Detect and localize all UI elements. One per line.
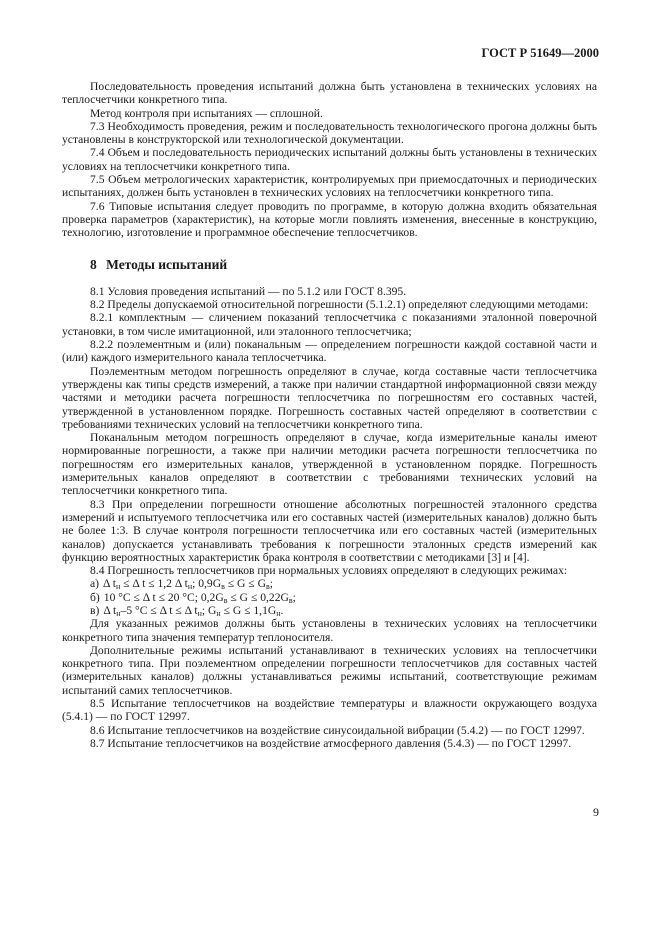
standard-header: ГОСТ Р 51649—2000 [481, 46, 599, 60]
paragraphs-section-8 [62, 285, 597, 578]
formula-v: в) Δ $t_н-5$ °С ≤ Δ t ≤ Δ $t_н$; $G_н \le G \le 1,1G_н$. [90, 603, 284, 618]
paragraphs-section-7 [62, 80, 597, 240]
paragraph: Поэлементным методом погрешность определяют в случае, когда составные части теплосчетчика утверждены как типы средств измерений, а также при наличии стандартной информационной связи между частями и методики расчета погрешности теплосчетчика по погрешностям его составных частей, утвержденной в установленном порядке. Погрешность составных частей определяют в соответствии с требованиями технических условий на теплосчетчики конкретного типа. [62, 364, 597, 431]
paragraph: 7.4 Объем и последовательность периодических испытаний должны быть установлены в технических условиях на теплосчетчики конкретного типа. [62, 146, 597, 173]
paragraph: 7.3 Необходимость проведения, режим и последовательность технологического прогона должны быть установлены в конструкторской или технологической документации. [62, 119, 597, 147]
paragraph: 8.1 Условия проведения испытаний — по 5.1.2 или ГОСТ 8.395. [90, 284, 407, 298]
paragraph: Для указанных режимов должны быть установлены в технических условиях на теплосчетчики конкретного типа значения температур теплоносителя. [62, 617, 597, 644]
paragraphs-section-8-cont [62, 617, 597, 750]
formula-list [62, 577, 597, 617]
page-body [62, 80, 597, 750]
section-title: Методы испытаний [106, 256, 228, 272]
paragraph: 8.5 Испытание теплосчетчиков на воздействие температуры и влажности окружающего воздуха (5.4.1) — по ГОСТ 12997. [62, 697, 597, 724]
paragraph: 7.6 Типовые испытания следует проводить по программе, в которую должна входить обязательная проверка параметров (характеристик), на которые могли повлиять изменения, внесенные в конструкцию, технологию, изготовление и программное обеспечение теплосчетчиков. [62, 199, 597, 240]
paragraph: Дополнительные режимы испытаний устанавливают в технических условиях на теплосчетчики конкретного типа. При поэлементном определении погрешности теплосчетчиков для составных частей (измерительных каналов) должны устанавливаться режимы испытаний, соответствующие режимам испытаний самих теплосчетчиков. [62, 643, 597, 697]
formula-label: а) [90, 577, 100, 591]
page-number: 9 [593, 805, 599, 819]
paragraph: 8.4 Погрешность теплосчетчиков при нормальных условиях определяют в следующих режимах: [90, 564, 568, 578]
section-heading [90, 258, 597, 271]
formula-a: а) Δ $t_н \le \Delta$ t ≤ 1,2 Δ $t_н$; $0,9G_в \le G \le G_в$; [90, 577, 273, 592]
paragraph: 8.3 При определении погрешности отношение абсолютных погрешностей эталонного средства измерений и испытуемого теплосчетчика или его составных частей (измерительных каналов) должно быть не более 1:3. В случае контроля погрешности теплосчетчика или его составных частей (измерительных каналов) допускается устанавливать требования к погрешности эталонных средств измерений как функцию вероятностных характеристик брака контроля в соответствии с методиками [3] и [4]. [62, 497, 597, 564]
formula-b: б) 10 °С ≤ Δ t ≤ 20 °С; $0,2G_в \le G \le 0,22G_в$; [90, 590, 296, 605]
paragraph: 7.5 Объем метрологических характеристик, контролируемых при приемосдаточных и периодических испытаниях, должен быть установлен в технических условиях на теплосчетчики конкретного типа. [62, 173, 597, 200]
paragraph: 8.2.1 комплектным — сличением показаний теплосчетчика с показаниями эталонной поверочной установки, в том числе имитационной, или эталонного теплосчетчика; [62, 311, 597, 338]
paragraph: 8.2 Пределы допускаемой относительной погрешности (5.1.2.1) определяют следующими методами: [90, 298, 589, 312]
formula-label: в) [90, 603, 100, 617]
paragraph: Последовательность проведения испытаний должна быть установлена в технических условиях на теплосчетчики конкретного типа. [62, 80, 597, 107]
paragraph: 8.2.2 поэлементным и (или) поканальным — определением погрешности каждой составной части и (или) каждого измерительного канала теплосчетчика. [62, 338, 597, 365]
formula-label: б) [90, 590, 100, 604]
paragraph: 8.7 Испытание теплосчетчиков на воздействие атмосферного давления (5.4.3) — по ГОСТ 12997. [90, 736, 572, 750]
paragraph: 8.6 Испытание теплосчетчиков на воздействие синусоидальной вибрации (5.4.2) — по ГОСТ 12997. [90, 723, 585, 737]
section-number: 8 [90, 256, 97, 272]
paragraph: Метод контроля при испытаниях — сплошной. [90, 106, 323, 120]
paragraph: Поканальным методом погрешность определяют в случае, когда измерительные каналы имеют нормированные погрешности, а также при наличии методики расчета погрешности теплосчетчика по погрешностям его измерительных каналов, утвержденной в установленном порядке. Погрешность измерительных каналов определяют в соответствии с требованиями технических условий на теплосчетчики конкретного типа. [62, 431, 597, 498]
